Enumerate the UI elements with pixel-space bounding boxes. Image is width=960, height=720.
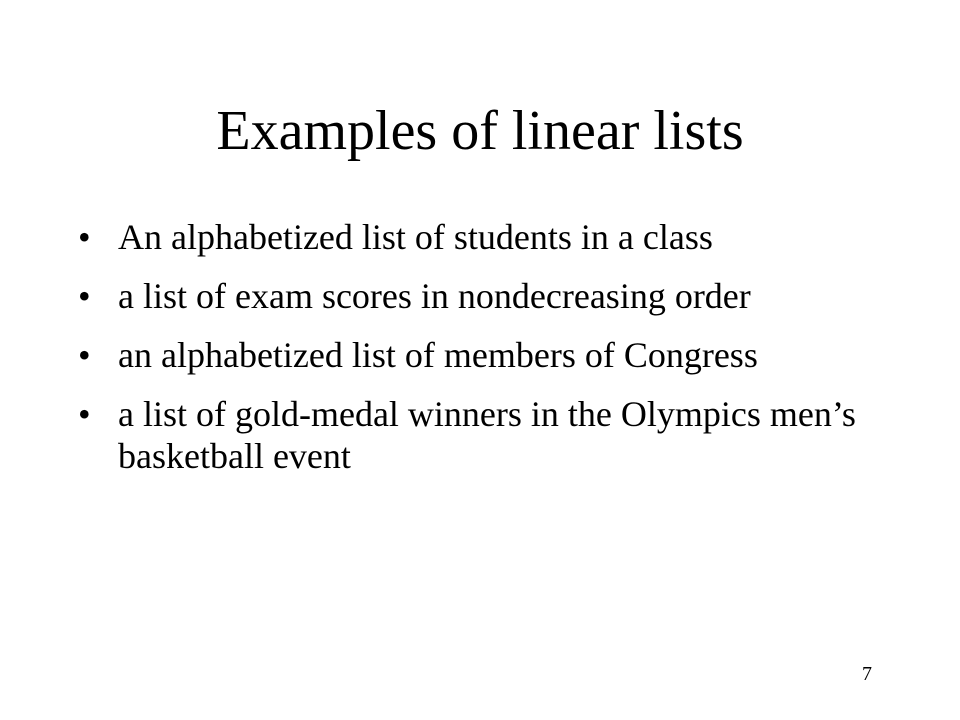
bullet-list xyxy=(78,216,898,494)
bullet-text: An alphabetized list of students in a class xyxy=(118,217,713,257)
bullet-text: a list of gold-medal winners in the Olympics men’s basketball event xyxy=(118,394,856,476)
list-item xyxy=(78,393,898,477)
bullet-icon: • xyxy=(78,217,91,257)
page-number: 7 xyxy=(862,663,872,685)
bullet-icon: • xyxy=(78,394,91,434)
slide-title: Examples of linear lists xyxy=(216,100,744,162)
list-item xyxy=(78,275,898,317)
bullet-text: a list of exam scores in nondecreasing order xyxy=(118,276,751,316)
bullet-text: an alphabetized list of members of Congress xyxy=(118,335,758,375)
bullet-icon: • xyxy=(78,276,91,316)
bullet-icon: • xyxy=(78,335,91,375)
list-item xyxy=(78,334,898,376)
list-item xyxy=(78,216,898,258)
